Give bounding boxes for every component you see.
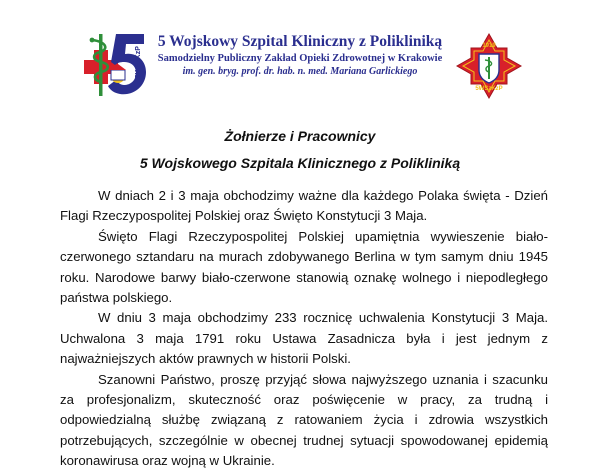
paragraph-constitution: W dniu 3 maja obchodzimy 233 rocznicę uchwalenia Konstytucji 3 Maja. Uchwalona 3 maja 1791 roku Ustawa Zasadnicza była i jest jednym z najważniejszych aktów prawnych w historii Polski.: [60, 310, 548, 367]
heading-line-2: 5 Wojskowego Szpitala Klinicznego z Polikliniką: [139, 155, 461, 171]
paragraph-thanks: Szanowni Państwo, proszę przyjąć słowa najwyższego uznania i szacunku za profesjonalizm, skuteczność oraz poświęcenie w pracy, za trudną i odpowiedzialną służbę związaną z ratowaniem życia i zdrowia wszystkich potrzebujących, szczególnie w obecnej trudnej sytuacji spowodowanej epidemią koronawirusa oraz wojną w Ukrainie.: [60, 371, 548, 469]
right-logo-text: 5WSzKzP: [475, 86, 503, 92]
paragraph-holidays: W dniach 2 i 3 maja obchodzimy ważne dla każdego Polaka święta - Dzień Flagi Rzeczypospolitej Polskiej oraz Święto Konstytucji 3 Maja.: [60, 188, 548, 224]
document-body: [60, 186, 548, 472]
organization-subtitle: Samodzielny Publiczny Zakład Opieki Zdrowotnej w Krakowie: [157, 53, 443, 64]
organization-block: [150, 33, 450, 78]
heading-line-1: Żołnierze i Pracownicy: [224, 128, 376, 144]
paragraph-flag-day: Święto Flagi Rzeczypospolitej Polskiej upamiętnia wywieszenie biało-czerwonego sztandaru na murach zdobywanego Berlina w tym samym dniu 1945 roku. Narodowe barwy biało-czerwone stanowią oznakę wolnego i niepodległego państwa polskiego.: [60, 228, 548, 306]
organization-patron: im. gen. bryg. prof. dr. hab. n. med. Mariana Garlickiego: [182, 66, 418, 77]
document-heading: [0, 123, 600, 177]
military-cross-logo-icon: [455, 32, 523, 100]
organization-name: 5 Wojskowy Szpital Kliniczny z Polikliniką: [157, 33, 443, 50]
letterhead: [0, 0, 600, 110]
right-logo-year: 1919: [482, 43, 496, 49]
left-logo-text: 5WSzKzP: [135, 46, 142, 78]
hospital-crest-logo-icon: [78, 30, 150, 102]
